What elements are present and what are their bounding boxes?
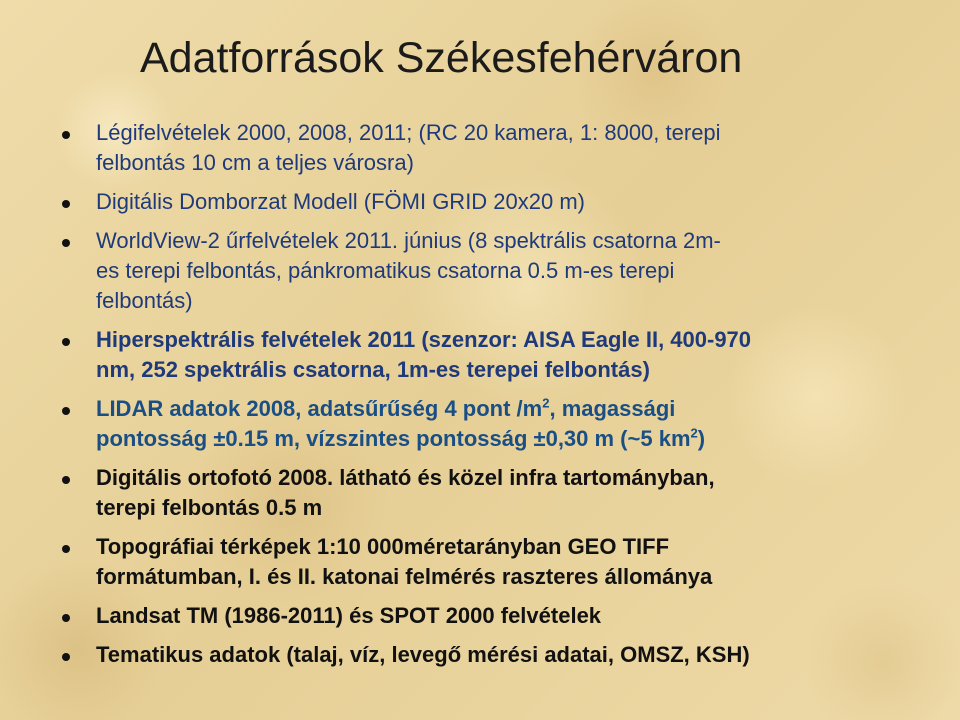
list-item-line: Tematikus adatok (talaj, víz, levegő mérési adatai, OMSZ, KSH): [96, 642, 750, 667]
list-item: [62, 226, 922, 316]
superscript: 2: [542, 395, 550, 411]
superscript: 2: [690, 425, 698, 441]
bullet-dot-icon: [62, 407, 70, 415]
lidar-text: , magassági: [549, 396, 676, 421]
list-item-line: Digitális ortofotó 2008. látható és közel infra tartományban,: [96, 465, 715, 490]
list-item: [62, 640, 922, 670]
list-item-text: [96, 226, 922, 316]
bullet-dot-icon: [62, 239, 70, 247]
list-item-text: [96, 601, 922, 631]
list-item-text: [96, 640, 922, 670]
bullet-dot-icon: [62, 653, 70, 661]
bullet-dot-icon: [62, 200, 70, 208]
list-item: [62, 325, 922, 385]
bullet-dot-icon: [62, 338, 70, 346]
bullet-list: [62, 118, 922, 679]
lidar-text: LIDAR adatok 2008, adatsűrűség 4 pont /m: [96, 396, 543, 421]
slide-title: Adatforrások Székesfehérváron: [140, 34, 743, 82]
list-item-line: WorldView-2 űrfelvételek 2011. június (8 spektrális csatorna 2m-: [96, 228, 721, 253]
list-item-line: terepi felbontás 0.5 m: [96, 495, 323, 520]
list-item: [62, 394, 922, 454]
list-item-text: [96, 187, 922, 217]
list-item-line: formátumban, I. és II. katonai felmérés raszteres állománya: [96, 564, 713, 589]
list-item-text: [96, 325, 922, 385]
list-item-line: es terepi felbontás, pánkromatikus csatorna 0.5 m-es terepi: [96, 258, 675, 283]
list-item-text: [96, 463, 922, 523]
list-item: [62, 463, 922, 523]
list-item: [62, 118, 922, 178]
list-item-line: Digitális Domborzat Modell (FÖMI GRID 20x20 m): [96, 189, 586, 214]
list-item-line: nm, 252 spektrális csatorna, 1m-es terepei felbontás): [96, 357, 650, 382]
list-item-line: felbontás): [96, 288, 193, 313]
bullet-dot-icon: [62, 614, 70, 622]
list-item-line: Topográfiai térképek 1:10 000méretarányban GEO TIFF: [96, 534, 670, 559]
list-item: [62, 187, 922, 217]
bullet-dot-icon: [62, 131, 70, 139]
lidar-text: pontosság ±0.15 m, vízszintes pontosság ±0,30 m (~5 km: [96, 426, 691, 451]
bullet-dot-icon: [62, 545, 70, 553]
list-item-line: [96, 394, 922, 424]
lidar-text: ): [697, 426, 706, 451]
list-item-line: Hiperspektrális felvételek 2011 (szenzor: AISA Eagle II, 400-970: [96, 327, 752, 352]
list-item-text: [96, 118, 922, 178]
list-item-line: Landsat TM (1986-2011) és SPOT 2000 felvételek: [96, 603, 602, 628]
list-item-line: [96, 424, 922, 454]
bullet-dot-icon: [62, 476, 70, 484]
list-item-text: [96, 394, 922, 454]
list-item-line: felbontás 10 cm a teljes városra): [96, 150, 414, 175]
list-item-line: Légifelvételek 2000, 2008, 2011; (RC 20 kamera, 1: 8000, terepi: [96, 120, 721, 145]
list-item-text: [96, 532, 922, 592]
list-item: [62, 601, 922, 631]
list-item: [62, 532, 922, 592]
